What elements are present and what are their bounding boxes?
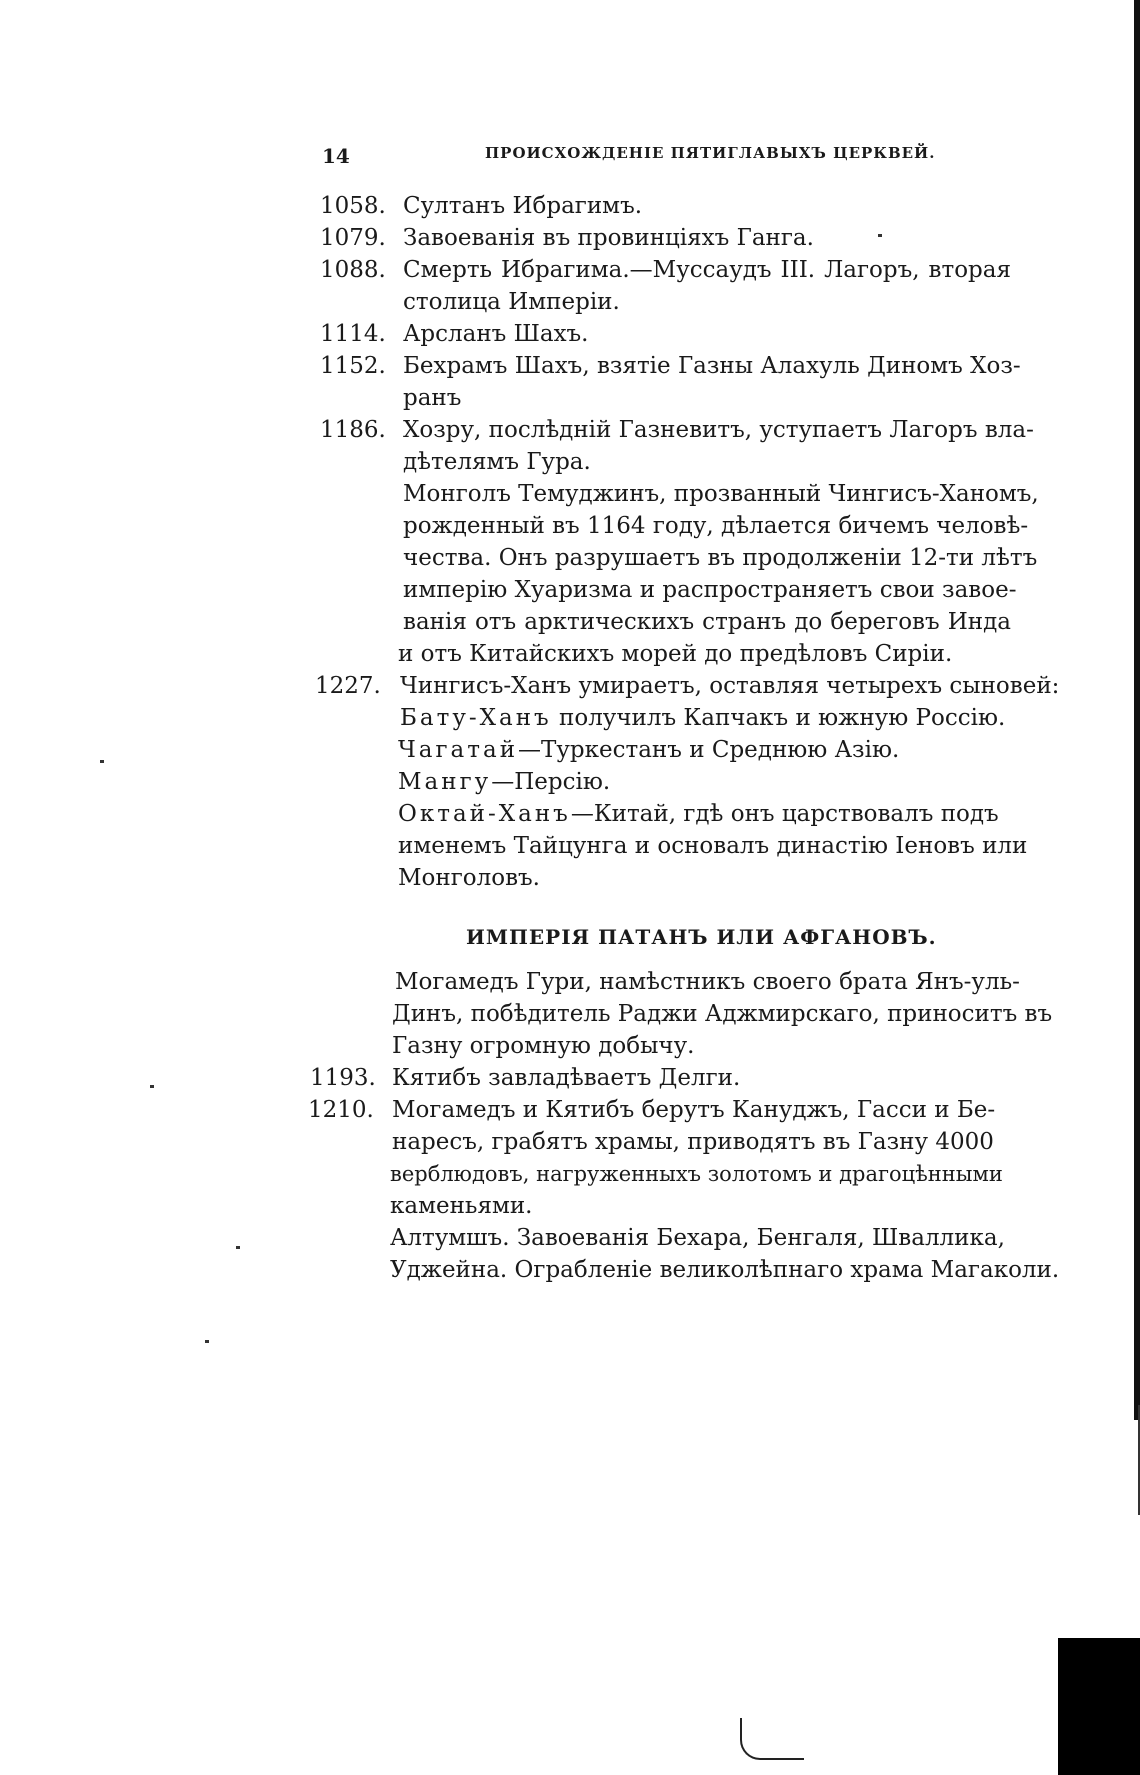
year: 1058.: [320, 193, 386, 219]
page-edge-shadow: [1134, 0, 1140, 1420]
son-name: Бату-Ханъ: [400, 705, 552, 731]
paragraph-line: Уджейна. Ограбленіе великолѣпнаго храма Магаколи.: [390, 1257, 1060, 1283]
page-number: 14: [322, 144, 350, 168]
entry-line: ранъ: [403, 385, 462, 411]
son-text: —Туркестанъ и Среднюю Азію.: [518, 737, 900, 763]
entry-line: Чингисъ-Ханъ умираетъ, оставляя четырехъ сыновей:: [400, 673, 1060, 699]
entry-line: Арсланъ Шахъ.: [403, 321, 589, 347]
son-name: Октай-Ханъ: [398, 801, 571, 827]
son-text: —Китай, гдѣ онъ царствовалъ подъ: [570, 801, 999, 827]
year: 1152.: [320, 353, 386, 379]
son-text: —Персію.: [491, 769, 611, 795]
son-line: [400, 702, 1005, 734]
scan-speck: [100, 760, 104, 763]
year: 1227.: [315, 673, 381, 699]
son-name: Мангу: [398, 769, 492, 795]
paragraph-line: рожденный въ 1164 году, дѣлается бичемъ человѣ-: [403, 513, 1029, 539]
son-line: [398, 798, 999, 830]
son-line: [398, 766, 610, 798]
entry-line: наресъ, грабятъ храмы, приводятъ въ Газну 4000: [392, 1129, 994, 1155]
paragraph-line: Газну огромную добычу.: [392, 1033, 695, 1059]
entry-line: верблюдовъ, нагруженныхъ золотомъ и драгоцѣнными: [390, 1162, 1003, 1186]
paragraph-line: Динъ, побѣдитель Раджи Аджмирскаго, приноситъ въ: [392, 1001, 1053, 1027]
section-heading: ИМПЕРІЯ ПАТАНЪ ИЛИ АФГАНОВЪ.: [466, 925, 937, 949]
paragraph-line: и отъ Китайскихъ морей до предѣловъ Сиріи.: [398, 641, 953, 667]
year: 1088.: [320, 257, 386, 283]
paragraph-line: Алтумшъ. Завоеванія Бехара, Бенгаля, Шваллика,: [390, 1225, 1005, 1251]
entry-line: Хозру, послѣдній Газневитъ, уступаетъ Лагоръ вла-: [403, 417, 1034, 443]
paragraph-line: Могамедъ Гури, намѣстникъ своего брата Янъ-уль-: [395, 969, 1020, 995]
entry-line: Монголовъ.: [398, 865, 540, 891]
entry-line: Завоеванія въ провинціяхъ Ганга.: [403, 225, 814, 251]
entry-line: Султанъ Ибрагимъ.: [403, 193, 643, 219]
scan-corner-block: [1058, 1638, 1140, 1775]
paragraph-line: ванія отъ арктическихъ странъ до береговъ Инда: [403, 609, 1011, 635]
year: 1079.: [320, 225, 386, 251]
entry-line: столица Имперіи.: [403, 289, 620, 315]
paragraph-line: Монголъ Темуджинъ, прозванный Чингисъ-Ханомъ,: [403, 481, 1039, 507]
son-text: получилъ Капчакъ и южную Россію.: [551, 705, 1006, 731]
paragraph-line: имперію Хуаризма и распространяетъ свои завое-: [403, 577, 1017, 603]
entry-line: каменьями.: [390, 1193, 533, 1219]
paragraph-line: чества. Онъ разрушаетъ въ продолженіи 12-ти лѣтъ: [403, 545, 1038, 571]
year: 1114.: [320, 321, 386, 347]
entry-line: Бехрамъ Шахъ, взятіе Газны Алахуль Диномъ Хоз-: [403, 353, 1021, 379]
son-name: Чагатай: [398, 737, 519, 763]
scan-speck: [150, 1085, 154, 1088]
entry-line: именемъ Тайцунга и основалъ династію Іеновъ или: [398, 833, 1028, 859]
scan-mark: [740, 1718, 804, 1760]
year: 1193.: [310, 1065, 376, 1091]
year: 1186.: [320, 417, 386, 443]
scan-speck: [236, 1246, 240, 1249]
scan-speck: [878, 234, 882, 237]
scan-speck: [205, 1340, 209, 1343]
entry-line: Кятибъ завладѣваетъ Делги.: [392, 1065, 741, 1091]
entry-line: дѣтелямъ Гура.: [403, 449, 591, 475]
year: 1210.: [308, 1097, 374, 1123]
entry-line: Могамедъ и Кятибъ берутъ Кануджъ, Гасси и Бе-: [392, 1097, 996, 1123]
running-title: ПРОИСХОЖДЕНІЕ ПЯТИГЛАВЫХЪ ЦЕРКВЕЙ.: [485, 144, 936, 162]
son-line: [398, 734, 899, 766]
entry-line: Смерть Ибрагима.—Муссаудъ III. Лагоръ, вторая: [403, 257, 1011, 283]
